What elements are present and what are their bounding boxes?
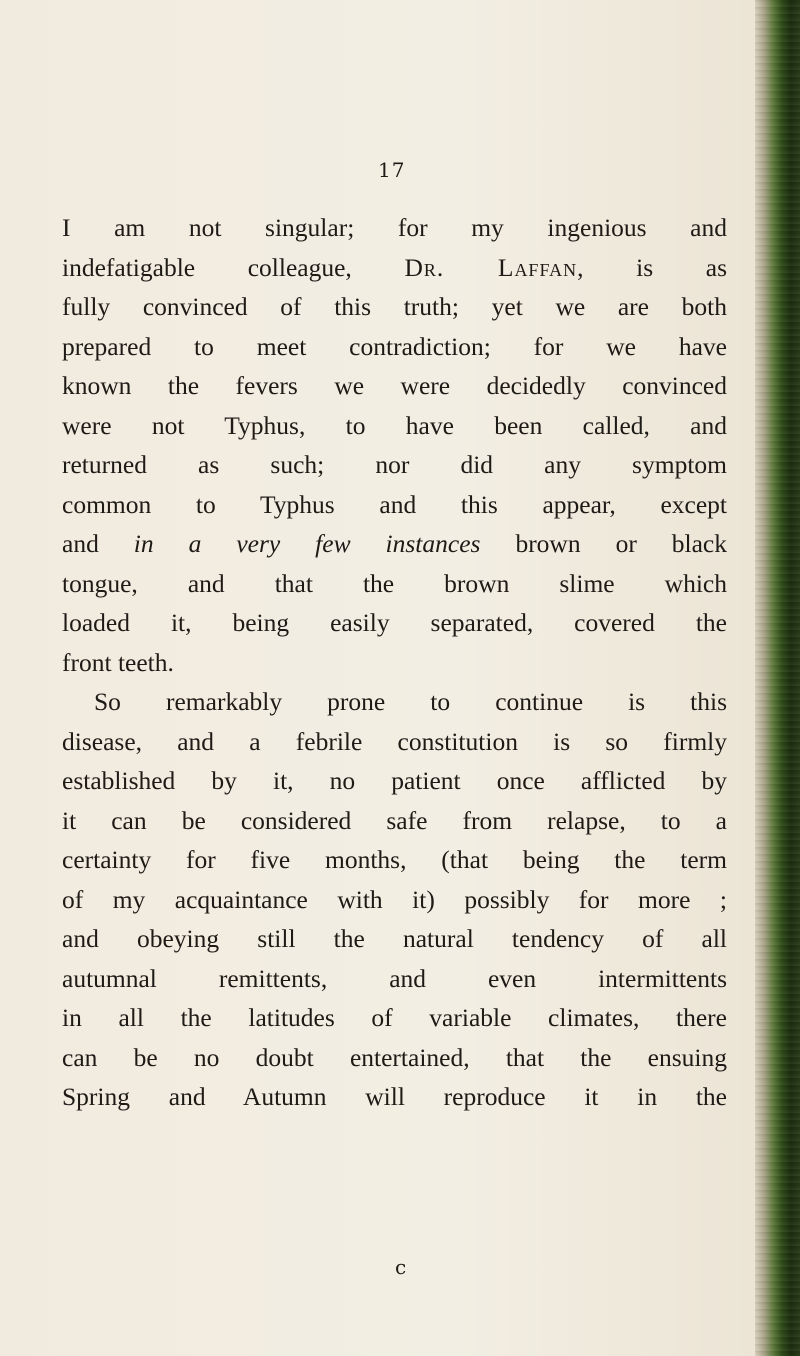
text-line: Spring and Autumn will reproduce it in the bbox=[62, 1082, 727, 1111]
text-line: autumnal remittents, and even intermittents bbox=[62, 963, 727, 993]
text-line: I am not singular; for my ingenious and bbox=[62, 213, 727, 242]
text-line: were not Typhus, to have been called, and bbox=[62, 410, 727, 440]
text-line bbox=[62, 524, 727, 564]
text-line: of my acquaintance with it) possibly for more ; bbox=[62, 884, 727, 914]
text-line: known the fevers we were decidedly convinced bbox=[62, 371, 727, 400]
text-line: tongue, and that the brown slime which bbox=[62, 568, 727, 598]
text-line: can be no doubt entertained, that the ensuing bbox=[62, 1042, 727, 1072]
text-line: and obeying still the natural tendency of all bbox=[62, 924, 727, 953]
text-line: returned as such; nor did any symptom bbox=[62, 450, 727, 479]
text-line: established by it, no patient once afflicted by bbox=[62, 766, 727, 795]
text-line: disease, and a febrile constitution is so firmly bbox=[62, 726, 727, 756]
text-line bbox=[62, 248, 727, 288]
text-line: common to Typhus and this appear, except bbox=[62, 489, 727, 519]
text-line: certainty for five months, (that being the term bbox=[62, 845, 727, 874]
text-line: So remarkably prone to continue is this bbox=[94, 687, 727, 716]
text-span: indefatigable colleague, bbox=[62, 252, 405, 282]
text-line: it can be considered safe from relapse, to a bbox=[62, 805, 727, 835]
text-line: front teeth. bbox=[62, 647, 174, 677]
italic-phrase: in a very few instances bbox=[133, 529, 481, 558]
author-name: Dr. Laffan bbox=[404, 252, 578, 282]
text-span: and bbox=[62, 529, 134, 558]
signature-mark: c bbox=[395, 1255, 407, 1279]
page-number: 17 bbox=[378, 158, 406, 182]
text-span: brown or black bbox=[480, 529, 728, 558]
body-text bbox=[62, 208, 727, 1117]
text-line: fully convinced of this truth; yet we are both bbox=[62, 292, 727, 321]
text-span: , is as bbox=[577, 252, 728, 282]
text-line: prepared to meet contradiction; for we have bbox=[62, 331, 727, 361]
book-binding-edge bbox=[755, 0, 800, 1356]
text-line: in all the latitudes of variable climates, there bbox=[62, 1003, 727, 1032]
text-line: loaded it, being easily separated, covered the bbox=[62, 608, 727, 637]
